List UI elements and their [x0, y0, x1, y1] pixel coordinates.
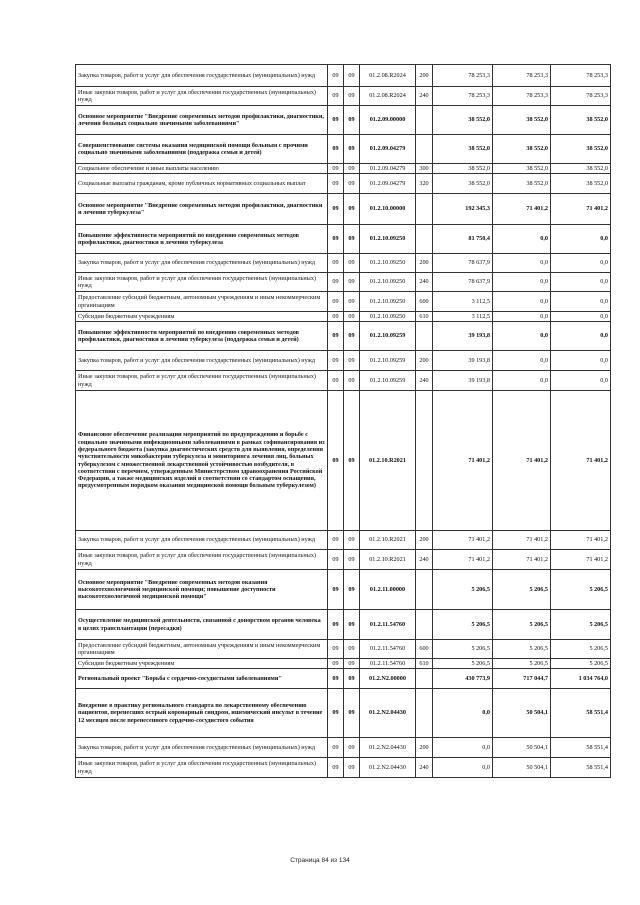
expense-type-code	[416, 225, 433, 254]
item-name: Закупка товаров, работ и услуг для обеспечения государственных (муниципальных) нужд	[76, 65, 328, 87]
amount-year-2: 50 504,1	[493, 738, 551, 758]
section-code: 09	[328, 273, 344, 292]
item-name: Закупка товаров, работ и услуг для обеспечения государственных (муниципальных) нужд	[76, 531, 328, 550]
section-code: 09	[328, 610, 344, 640]
amount-year-3: 5 206,5	[551, 610, 611, 640]
item-name: Закупка товаров, работ и услуг для обеспечения государственных (муниципальных) нужд	[76, 351, 328, 371]
table-row	[76, 738, 611, 758]
item-name: Иные закупки товаров, работ и услуг для обеспечения государственных (муниципальных) нужд	[76, 273, 328, 292]
amount-year-1: 5 206,5	[433, 659, 493, 669]
amount-year-2: 78 253,3	[493, 87, 551, 106]
amount-year-1: 5 206,5	[433, 610, 493, 640]
table-row	[76, 689, 611, 738]
expense-type-code: 240	[416, 87, 433, 106]
amount-year-2: 71 401,2	[493, 194, 551, 225]
expense-type-code: 200	[416, 254, 433, 273]
table-row	[76, 550, 611, 570]
amount-year-1: 38 552,0	[433, 135, 493, 164]
amount-year-1: 39 193,8	[433, 351, 493, 371]
amount-year-1: 3 112,5	[433, 312, 493, 322]
section-code: 09	[328, 322, 344, 351]
table-row	[76, 292, 611, 312]
table-row	[76, 254, 611, 273]
amount-year-3: 78 253,3	[551, 87, 611, 106]
section-code: 09	[328, 87, 344, 106]
amount-year-3: 1 034 764,0	[551, 669, 611, 689]
subsection-code: 09	[344, 570, 360, 610]
amount-year-2: 50 504,1	[493, 689, 551, 738]
amount-year-2: 5 206,5	[493, 659, 551, 669]
item-name: Иные закупки товаров, работ и услуг для обеспечения государственных (муниципальных) нужд	[76, 371, 328, 391]
target-article-code: 01.2.10.09250	[360, 273, 416, 292]
amount-year-1: 0,0	[433, 758, 493, 778]
target-article-code: 01.2.10.09259	[360, 351, 416, 371]
amount-year-2: 50 504,1	[493, 758, 551, 778]
table-row	[76, 65, 611, 87]
amount-year-1: 5 206,5	[433, 640, 493, 659]
section-code: 09	[328, 135, 344, 164]
amount-year-2: 717 044,7	[493, 669, 551, 689]
amount-year-2: 71 401,2	[493, 531, 551, 550]
amount-year-3: 38 552,0	[551, 174, 611, 194]
subsection-code: 09	[344, 391, 360, 531]
amount-year-3: 5 206,5	[551, 640, 611, 659]
section-code: 09	[328, 254, 344, 273]
amount-year-3: 0,0	[551, 322, 611, 351]
subsection-code: 09	[344, 322, 360, 351]
subsection-code: 09	[344, 669, 360, 689]
section-code: 09	[328, 351, 344, 371]
target-article-code: 01.2.09.04279	[360, 164, 416, 174]
target-article-code: 01.2.09.04279	[360, 135, 416, 164]
item-name: Социальные выплаты гражданам, кроме публичных нормативных социальных выплат	[76, 174, 328, 194]
item-name: Субсидии бюджетным учреждениям	[76, 659, 328, 669]
target-article-code: 01.2.10.09259	[360, 322, 416, 351]
item-name: Основное мероприятие "Внедрение современных методов оказания высокотехнологичной медицинской помощи; повышение доступности высокотехнологичной медицинской помощи"	[76, 570, 328, 610]
item-name: Финансовое обеспечение реализации мероприятий по предупреждению и борьбе с социально значимыми инфекционными заболеваниями в рамках софинансирования из федерального бюджета (закупка диагностических средств для выявления, определения чувствительности микобактерии туберкулеза и мониторинга лечения лиц, больных туберкулезом с множественной лекарственной устойчивостью возбудителя, в соответствии с перечнем, утвержденным Министерством здравоохранения Российской Федерации, а также медицинских изделий в соответствии со стандартом оснащения, предусмотренным порядком оказания медицинской помощи больным туберкулезом)	[76, 391, 328, 531]
amount-year-3: 0,0	[551, 292, 611, 312]
amount-year-2: 5 206,5	[493, 570, 551, 610]
amount-year-1: 38 552,0	[433, 174, 493, 194]
target-article-code: 01.2.11.54760	[360, 610, 416, 640]
page-number: Страница 84 из 134	[290, 857, 350, 864]
section-code: 09	[328, 65, 344, 87]
amount-year-3: 71 401,2	[551, 550, 611, 570]
amount-year-1: 71 401,2	[433, 391, 493, 531]
amount-year-1: 71 401,2	[433, 531, 493, 550]
item-name: Повышение эффективности мероприятий по внедрению современных методов профилактики, диагностики и лечения туберкулеза (поддержка семьи и детей)	[76, 322, 328, 351]
amount-year-3: 71 401,2	[551, 531, 611, 550]
subsection-code: 09	[344, 531, 360, 550]
item-name: Субсидии бюджетным учреждениям	[76, 312, 328, 322]
amount-year-3: 0,0	[551, 254, 611, 273]
amount-year-1: 78 637,9	[433, 254, 493, 273]
subsection-code: 09	[344, 87, 360, 106]
target-article-code: 01.2.N2.04430	[360, 738, 416, 758]
expense-type-code: 240	[416, 273, 433, 292]
amount-year-2: 0,0	[493, 351, 551, 371]
amount-year-1: 78 253,3	[433, 87, 493, 106]
section-code: 09	[328, 174, 344, 194]
table-row	[76, 174, 611, 194]
amount-year-2: 0,0	[493, 371, 551, 391]
amount-year-3: 58 551,4	[551, 738, 611, 758]
subsection-code: 09	[344, 254, 360, 273]
section-code: 09	[328, 640, 344, 659]
subsection-code: 09	[344, 174, 360, 194]
table-row	[76, 570, 611, 610]
table-row	[76, 225, 611, 254]
table-row	[76, 371, 611, 391]
target-article-code: 01.2.09.00000	[360, 106, 416, 135]
amount-year-1: 81 750,4	[433, 225, 493, 254]
target-article-code: 01.2.11.54760	[360, 659, 416, 669]
amount-year-2: 0,0	[493, 312, 551, 322]
amount-year-2: 38 552,0	[493, 164, 551, 174]
section-code: 09	[328, 758, 344, 778]
expense-type-code: 600	[416, 292, 433, 312]
target-article-code: 01.2.11.54760	[360, 640, 416, 659]
subsection-code: 09	[344, 194, 360, 225]
section-code: 09	[328, 669, 344, 689]
section-code: 09	[328, 312, 344, 322]
amount-year-3: 5 206,5	[551, 659, 611, 669]
target-article-code: 01.2.10.09250	[360, 312, 416, 322]
subsection-code: 09	[344, 758, 360, 778]
expense-type-code	[416, 135, 433, 164]
table-row	[76, 391, 611, 531]
table-row	[76, 531, 611, 550]
item-name: Предоставление субсидий бюджетным, автономным учреждениям и иным некоммерческим организациям	[76, 292, 328, 312]
amount-year-2: 38 552,0	[493, 135, 551, 164]
item-name: Иные закупки товаров, работ и услуг для обеспечения государственных (муниципальных) нужд	[76, 758, 328, 778]
amount-year-2: 38 552,0	[493, 174, 551, 194]
item-name: Повышение эффективности мероприятий по внедрению современных методов профилактики, диагностики и лечения туберкулеза	[76, 225, 328, 254]
table-row	[76, 135, 611, 164]
amount-year-1: 192 345,3	[433, 194, 493, 225]
target-article-code: 01.2.N2.04430	[360, 758, 416, 778]
expense-type-code	[416, 689, 433, 738]
target-article-code: 01.2.10.R2021	[360, 531, 416, 550]
target-article-code: 01.2.10.R2021	[360, 550, 416, 570]
amount-year-3: 58 551,4	[551, 689, 611, 738]
subsection-code: 09	[344, 273, 360, 292]
amount-year-3: 0,0	[551, 312, 611, 322]
target-article-code: 01.2.N2.00000	[360, 669, 416, 689]
item-name: Совершенствование системы оказания медицинской помощи больным с прочими социально значимыми заболеваниями (поддержка семьи и детей)	[76, 135, 328, 164]
table-row	[76, 610, 611, 640]
item-name: Основное мероприятие "Внедрение современных методов профилактики, диагностики и лечения туберкулеза"	[76, 194, 328, 225]
target-article-code: 01.2.10.09250	[360, 225, 416, 254]
item-name: Социальное обеспечение и иные выплаты населению	[76, 164, 328, 174]
section-code: 09	[328, 164, 344, 174]
section-code: 09	[328, 194, 344, 225]
table-row	[76, 669, 611, 689]
budget-table	[75, 64, 611, 778]
amount-year-1: 78 253,3	[433, 65, 493, 87]
expense-type-code: 610	[416, 659, 433, 669]
section-code: 09	[328, 550, 344, 570]
amount-year-1: 5 206,5	[433, 570, 493, 610]
item-name: Осуществление медицинской деятельности, связанной с донорством органов человека в целях трансплантации (пересадки)	[76, 610, 328, 640]
subsection-code: 09	[344, 312, 360, 322]
amount-year-1: 39 193,8	[433, 322, 493, 351]
expense-type-code	[416, 610, 433, 640]
amount-year-1: 38 552,0	[433, 164, 493, 174]
target-article-code: 01.2.09.04279	[360, 174, 416, 194]
amount-year-3: 71 401,2	[551, 194, 611, 225]
table-row	[76, 640, 611, 659]
target-article-code: 01.2.10.00000	[360, 194, 416, 225]
table-row	[76, 87, 611, 106]
item-name: Внедрение в практику регионального стандарта по лекарственному обеспечению пациентов, перенесших острый коронарный синдром, ишемический инсульт в течение 12 месяцев после перенесенного сердечно-сосудистого события	[76, 689, 328, 738]
amount-year-1: 38 552,0	[433, 106, 493, 135]
section-code: 09	[328, 106, 344, 135]
expense-type-code	[416, 322, 433, 351]
amount-year-3: 38 552,0	[551, 135, 611, 164]
subsection-code: 09	[344, 738, 360, 758]
amount-year-3: 71 401,2	[551, 391, 611, 531]
target-article-code: 01.2.10.R2021	[360, 391, 416, 531]
section-code: 09	[328, 738, 344, 758]
subsection-code: 09	[344, 106, 360, 135]
subsection-code: 09	[344, 689, 360, 738]
expense-type-code: 200	[416, 738, 433, 758]
subsection-code: 09	[344, 292, 360, 312]
subsection-code: 09	[344, 640, 360, 659]
item-name: Основное мероприятие "Внедрение современных методов профилактики, диагностики, лечения больных социально значимыми заболеваниями"	[76, 106, 328, 135]
amount-year-3: 5 206,5	[551, 570, 611, 610]
subsection-code: 09	[344, 371, 360, 391]
section-code: 09	[328, 659, 344, 669]
amount-year-1: 78 637,9	[433, 273, 493, 292]
table-row	[76, 322, 611, 351]
amount-year-2: 0,0	[493, 273, 551, 292]
table-row	[76, 164, 611, 174]
subsection-code: 09	[344, 164, 360, 174]
amount-year-2: 5 206,5	[493, 640, 551, 659]
expense-type-code: 240	[416, 371, 433, 391]
amount-year-2: 0,0	[493, 322, 551, 351]
table-body	[76, 65, 611, 778]
table-row	[76, 106, 611, 135]
table-row	[76, 273, 611, 292]
amount-year-2: 71 401,2	[493, 550, 551, 570]
amount-year-1: 430 773,9	[433, 669, 493, 689]
subsection-code: 09	[344, 610, 360, 640]
amount-year-1: 3 112,5	[433, 292, 493, 312]
expense-type-code: 240	[416, 758, 433, 778]
target-article-code: 01.2.08.R2024	[360, 65, 416, 87]
expense-type-code	[416, 194, 433, 225]
table-row	[76, 351, 611, 371]
expense-type-code: 610	[416, 312, 433, 322]
target-article-code: 01.2.11.00000	[360, 570, 416, 610]
target-article-code: 01.2.10.09250	[360, 254, 416, 273]
subsection-code: 09	[344, 351, 360, 371]
amount-year-1: 0,0	[433, 738, 493, 758]
item-name: Закупка товаров, работ и услуг для обеспечения государственных (муниципальных) нужд	[76, 254, 328, 273]
amount-year-2: 0,0	[493, 225, 551, 254]
target-article-code: 01.2.10.09259	[360, 371, 416, 391]
target-article-code: 01.2.08.R2024	[360, 87, 416, 106]
expense-type-code: 200	[416, 65, 433, 87]
amount-year-3: 78 253,3	[551, 65, 611, 87]
subsection-code: 09	[344, 550, 360, 570]
subsection-code: 09	[344, 65, 360, 87]
expense-type-code: 200	[416, 351, 433, 371]
table-row	[76, 758, 611, 778]
expense-type-code: 600	[416, 640, 433, 659]
table-row	[76, 659, 611, 669]
section-code: 09	[328, 225, 344, 254]
amount-year-3: 0,0	[551, 351, 611, 371]
amount-year-3: 58 551,4	[551, 758, 611, 778]
amount-year-3: 38 552,0	[551, 164, 611, 174]
item-name: Иные закупки товаров, работ и услуг для обеспечения государственных (муниципальных) нужд	[76, 550, 328, 570]
expense-type-code	[416, 391, 433, 531]
section-code: 09	[328, 570, 344, 610]
target-article-code: 01.2.N2.04430	[360, 689, 416, 738]
table-row	[76, 194, 611, 225]
amount-year-1: 39 193,8	[433, 371, 493, 391]
item-name: Иные закупки товаров, работ и услуг для обеспечения государственных (муниципальных) нужд	[76, 87, 328, 106]
expense-type-code	[416, 570, 433, 610]
expense-type-code: 300	[416, 164, 433, 174]
expense-type-code: 320	[416, 174, 433, 194]
amount-year-3: 0,0	[551, 371, 611, 391]
target-article-code: 01.2.10.09250	[360, 292, 416, 312]
section-code: 09	[328, 371, 344, 391]
expense-type-code	[416, 106, 433, 135]
expense-type-code	[416, 669, 433, 689]
section-code: 09	[328, 689, 344, 738]
amount-year-3: 0,0	[551, 273, 611, 292]
subsection-code: 09	[344, 225, 360, 254]
amount-year-2: 5 206,5	[493, 610, 551, 640]
expense-type-code: 200	[416, 531, 433, 550]
amount-year-2: 0,0	[493, 292, 551, 312]
section-code: 09	[328, 531, 344, 550]
section-code: 09	[328, 292, 344, 312]
item-name: Закупка товаров, работ и услуг для обеспечения государственных (муниципальных) нужд	[76, 738, 328, 758]
amount-year-3: 0,0	[551, 225, 611, 254]
item-name: Предоставление субсидий бюджетным, автономным учреждениям и иным некоммерческим организациям	[76, 640, 328, 659]
amount-year-2: 0,0	[493, 254, 551, 273]
amount-year-1: 0,0	[433, 689, 493, 738]
amount-year-1: 71 401,2	[433, 550, 493, 570]
subsection-code: 09	[344, 659, 360, 669]
amount-year-3: 38 552,0	[551, 106, 611, 135]
table-row	[76, 312, 611, 322]
section-code: 09	[328, 391, 344, 531]
subsection-code: 09	[344, 135, 360, 164]
amount-year-2: 38 552,0	[493, 106, 551, 135]
amount-year-2: 78 253,3	[493, 65, 551, 87]
amount-year-2: 71 401,2	[493, 391, 551, 531]
item-name: Региональный проект "Борьба с сердечно-сосудистыми заболеваниями"	[76, 669, 328, 689]
expense-type-code: 240	[416, 550, 433, 570]
